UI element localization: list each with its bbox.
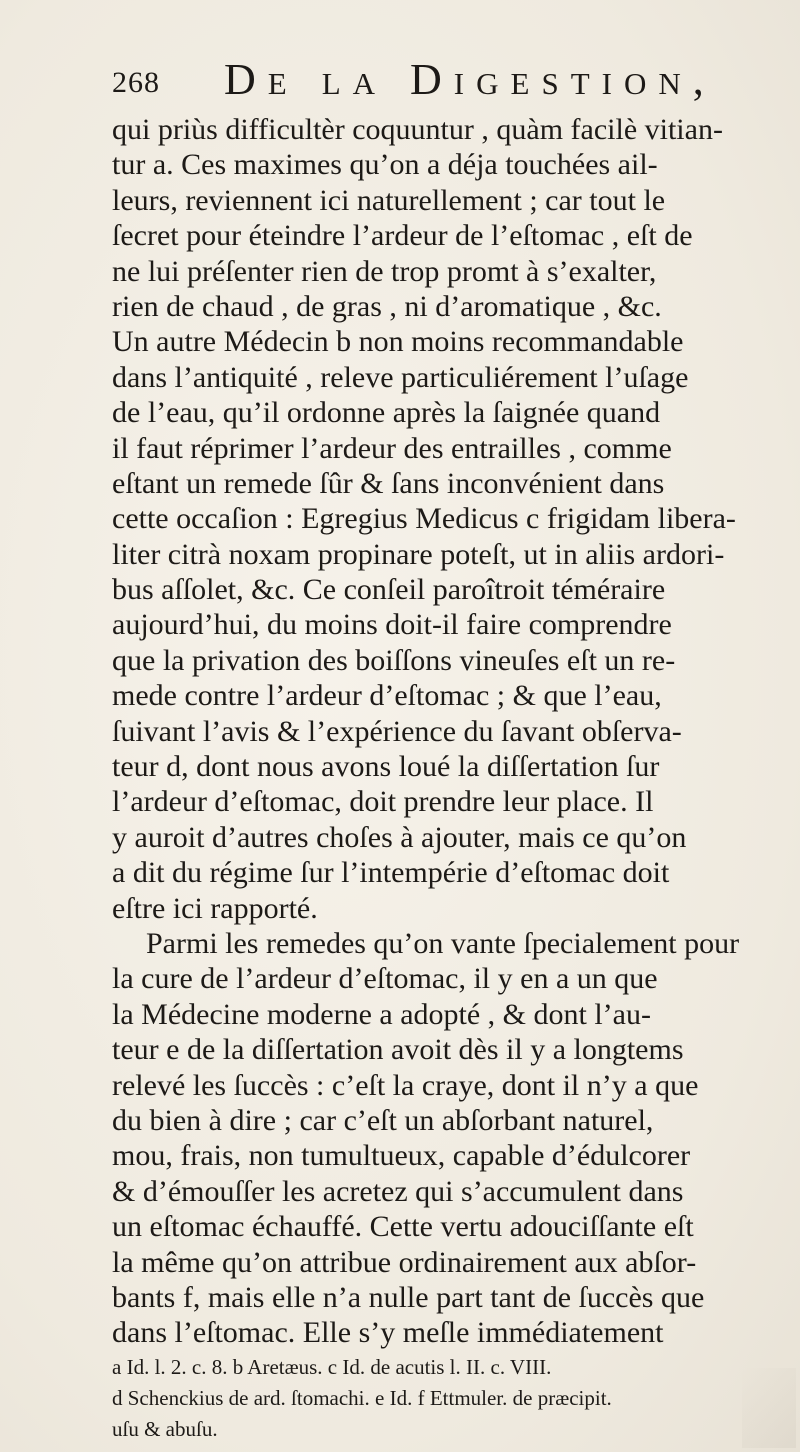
text-line: eſtre ici rapporté.: [112, 891, 318, 925]
text-line: bants f, mais elle n’a nulle part tant de ſuccès que: [112, 1280, 705, 1314]
text-line: rien de chaud , de gras , ni d’aromatique , &c.: [112, 289, 662, 323]
text-line: relevé les ſuccès : c’eſt la craye, dont il n’y a que: [112, 1068, 699, 1102]
text-line: mede contre l’ardeur d’eſtomac ; & que l’eau,: [112, 679, 662, 713]
text-line: la même qu’on attribue ordinairement aux abſor-: [112, 1245, 697, 1279]
text-line: ſecret pour éteindre l’ardeur de l’eſtomac , eſt de: [112, 219, 693, 253]
text-line: un eſtomac échauffé. Cette vertu adouciſſante eſt: [112, 1210, 694, 1244]
text-line: cette occaſion : Egregius Medicus c frigidam libera-: [112, 502, 736, 536]
text-line: Un autre Médecin b non moins recommandable: [112, 325, 684, 359]
text-line: ſuivant l’avis & l’expérience du ſavant obſerva-: [112, 714, 682, 748]
footnote-line: uſu & abuſu.: [112, 1417, 218, 1441]
text-line: mou, frais, non tumultueux, capable d’édulcorer: [112, 1139, 691, 1173]
footnote-line: d Schenckius de ard. ſtomachi. e Id. f Ettmuler. de præcipit.: [112, 1386, 612, 1410]
text-line: ne lui préſenter rien de trop promt à s’exalter,: [112, 254, 657, 288]
text-line: que la privation des boiſſons vineuſes eſt un re-: [112, 643, 676, 677]
text-line: & d’émouſſer les acretez qui s’accumulent dans: [112, 1174, 684, 1208]
footnote-line: a Id. l. 2. c. 8. b Aretæus. c Id. de acutis l. II. c. VIII.: [112, 1355, 552, 1379]
text-line: y auroit d’autres choſes à ajouter, mais ce qu’on: [112, 820, 687, 854]
text-line: du bien à dire ; car c’eſt un abſorbant naturel,: [112, 1103, 654, 1137]
text-line: l’ardeur d’eſtomac, doit prendre leur place. Il: [112, 785, 654, 819]
footnotes: [112, 1352, 784, 1445]
text-line: qui priùs difficultèr coquuntur , quàm facilè vitian-: [112, 113, 723, 146]
text-line: de l’eau, qu’il ordonne après la ſaignée quand: [112, 396, 661, 430]
body-text: [112, 112, 784, 1351]
text-line: il faut réprimer l’ardeur des entrailles , comme: [112, 431, 672, 465]
text-line: dans l’antiquité , releve particuliérement l’uſage: [112, 360, 689, 394]
text-line: dans l’eſtomac. Elle s’y meſle immédiatement: [112, 1316, 664, 1350]
text-line: leurs, reviennent ici naturellement ; car tout le: [112, 183, 666, 217]
text-line: liter citrà noxam propinare poteſt, ut in aliis ardori-: [112, 537, 725, 571]
running-title: De la Digestion,: [224, 55, 716, 104]
text-line: teur e de la diſſertation avoit dès il y a longtems: [112, 1033, 684, 1067]
text-line: eſtant un remede ſûr & ſans inconvénient dans: [112, 466, 665, 500]
text-line: aujourd’hui, du moins doit-il faire comprendre: [112, 608, 672, 642]
paper-stain: [742, 1368, 796, 1448]
page-number: 268: [112, 66, 160, 99]
text-line: tur a. Ces maximes qu’on a déja touchées ail-: [112, 148, 658, 182]
text-line: bus aſſolet, &c. Ce conſeil paroîtroit téméraire: [112, 573, 666, 607]
text-line: la cure de l’ardeur d’eſtomac, il y en a un que: [112, 962, 658, 996]
text-line: teur d, dont nous avons loué la diſſertation ſur: [112, 750, 660, 784]
page-header: [112, 48, 716, 110]
paragraph-start-line: Parmi les remedes qu’on vante ſpecialement pour: [146, 926, 740, 960]
text-line: la Médecine moderne a adopté , & dont l’au-: [112, 997, 651, 1031]
text-line: a dit du régime ſur l’intempérie d’eſtomac doit: [112, 856, 670, 890]
